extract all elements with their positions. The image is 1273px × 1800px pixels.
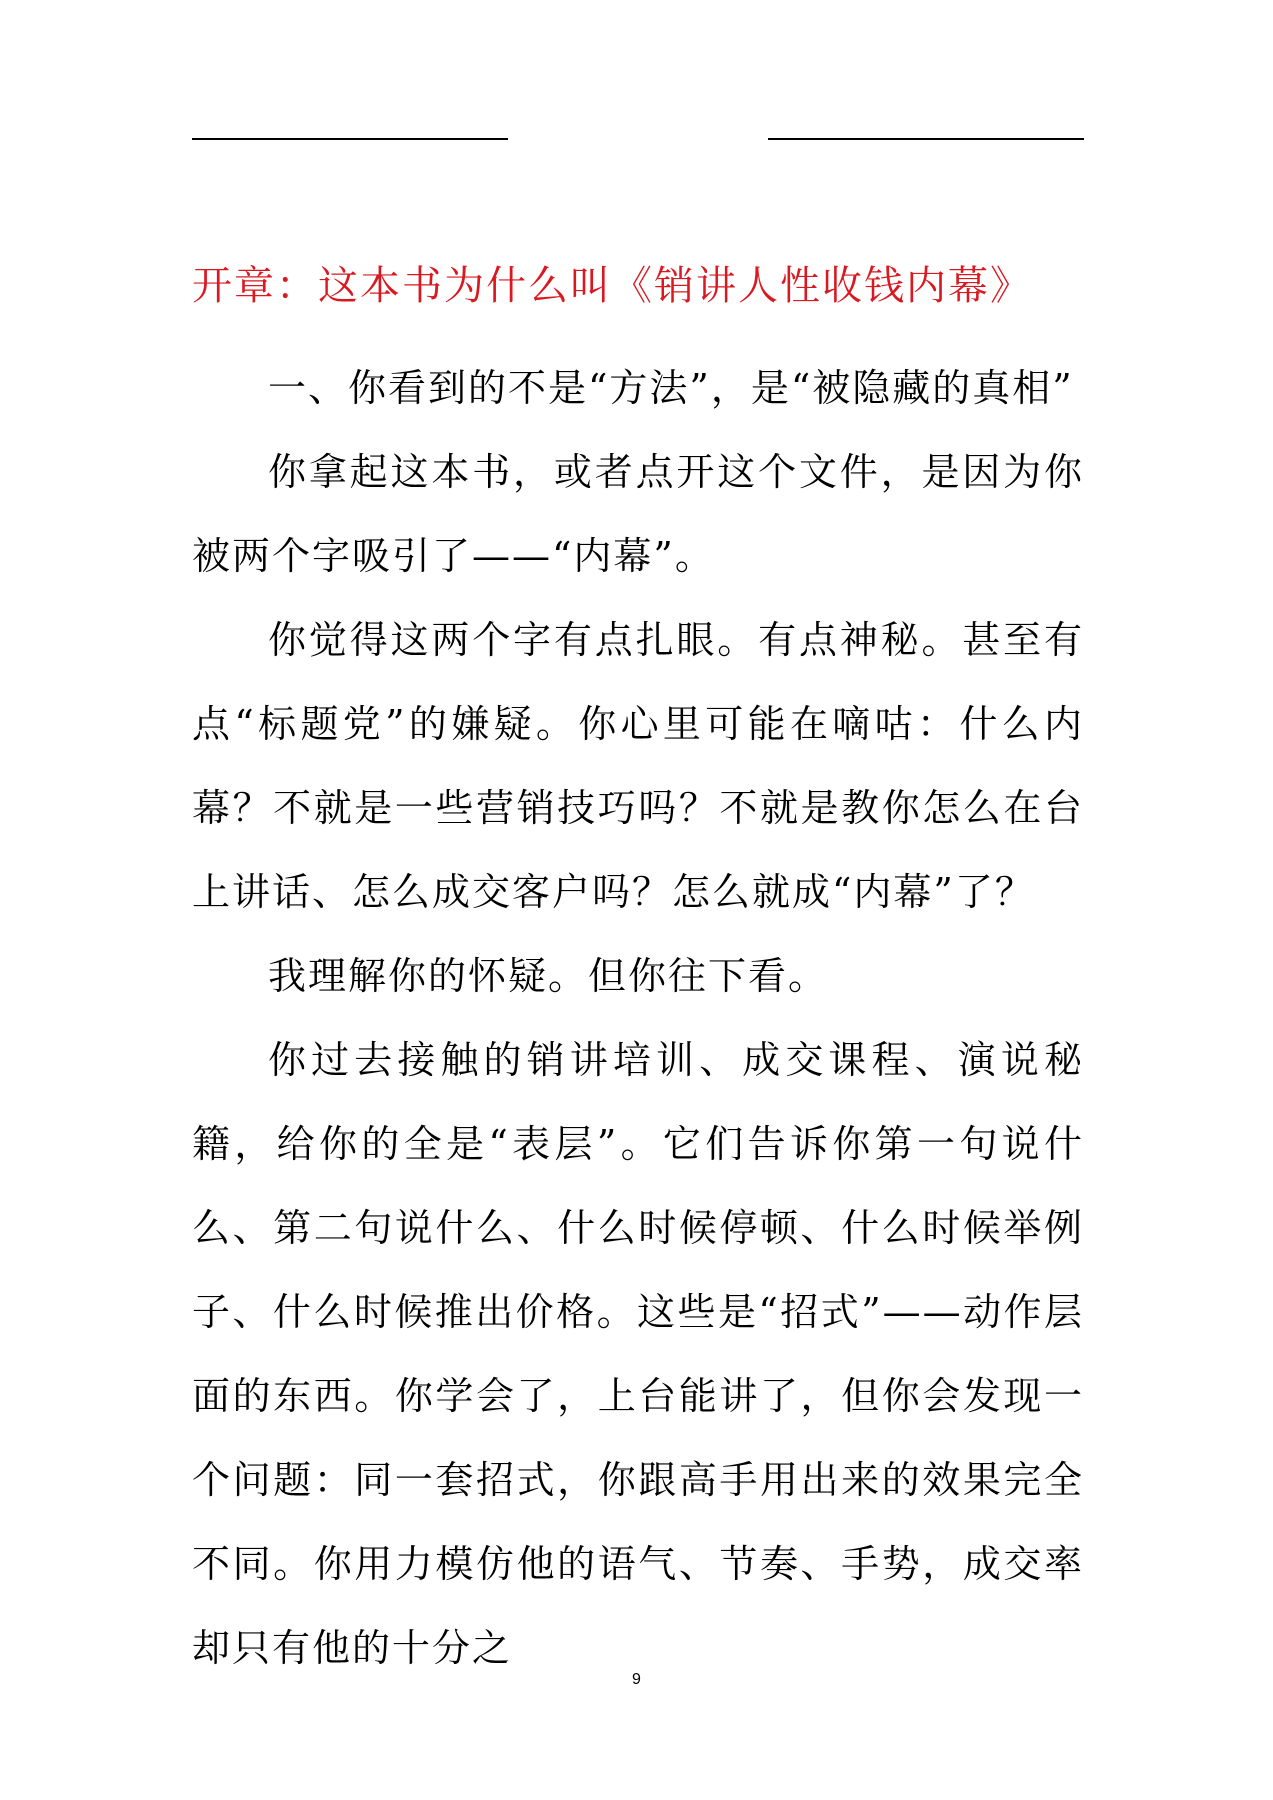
page-number: 9: [632, 1671, 641, 1688]
paragraph: 你觉得这两个字有点扎眼。有点神秘。甚至有点“标题党”的嫌疑。你心里可能在嘀咕：什么内幕？不就是一些营销技巧吗？不就是教你怎么在台上讲话、怎么成交客户吗？怎么就成“内幕”了？: [192, 618, 1084, 914]
header-rule-right: [768, 138, 1084, 140]
body-text: [192, 346, 1084, 1690]
chapter-title: 开章：这本书为什么叫《销讲人性收钱内幕》: [192, 263, 1032, 309]
section-heading: 一、你看到的不是“方法”，是“被隐藏的真相”: [268, 366, 1074, 410]
paragraph: 你过去接触的销讲培训、成交课程、演说秘籍，给你的全是“表层”。它们告诉你第一句说什么、第二句说什么、什么时候停顿、什么时候举例子、什么时候推出价格。这些是“招式”——动作层面的东西。你学会了，上台能讲了，但你会发现一个问题：同一套招式，你跟高手用出来的效果完全不同。你用力模仿他的语气、节奏、手势，成交率却只有他的十分之: [192, 1038, 1084, 1670]
paragraph: 你拿起这本书，或者点开这个文件，是因为你被两个字吸引了——“内幕”。: [192, 450, 1084, 578]
paragraph: 我理解你的怀疑。但你往下看。: [268, 954, 829, 998]
header-rule-left: [192, 138, 508, 140]
